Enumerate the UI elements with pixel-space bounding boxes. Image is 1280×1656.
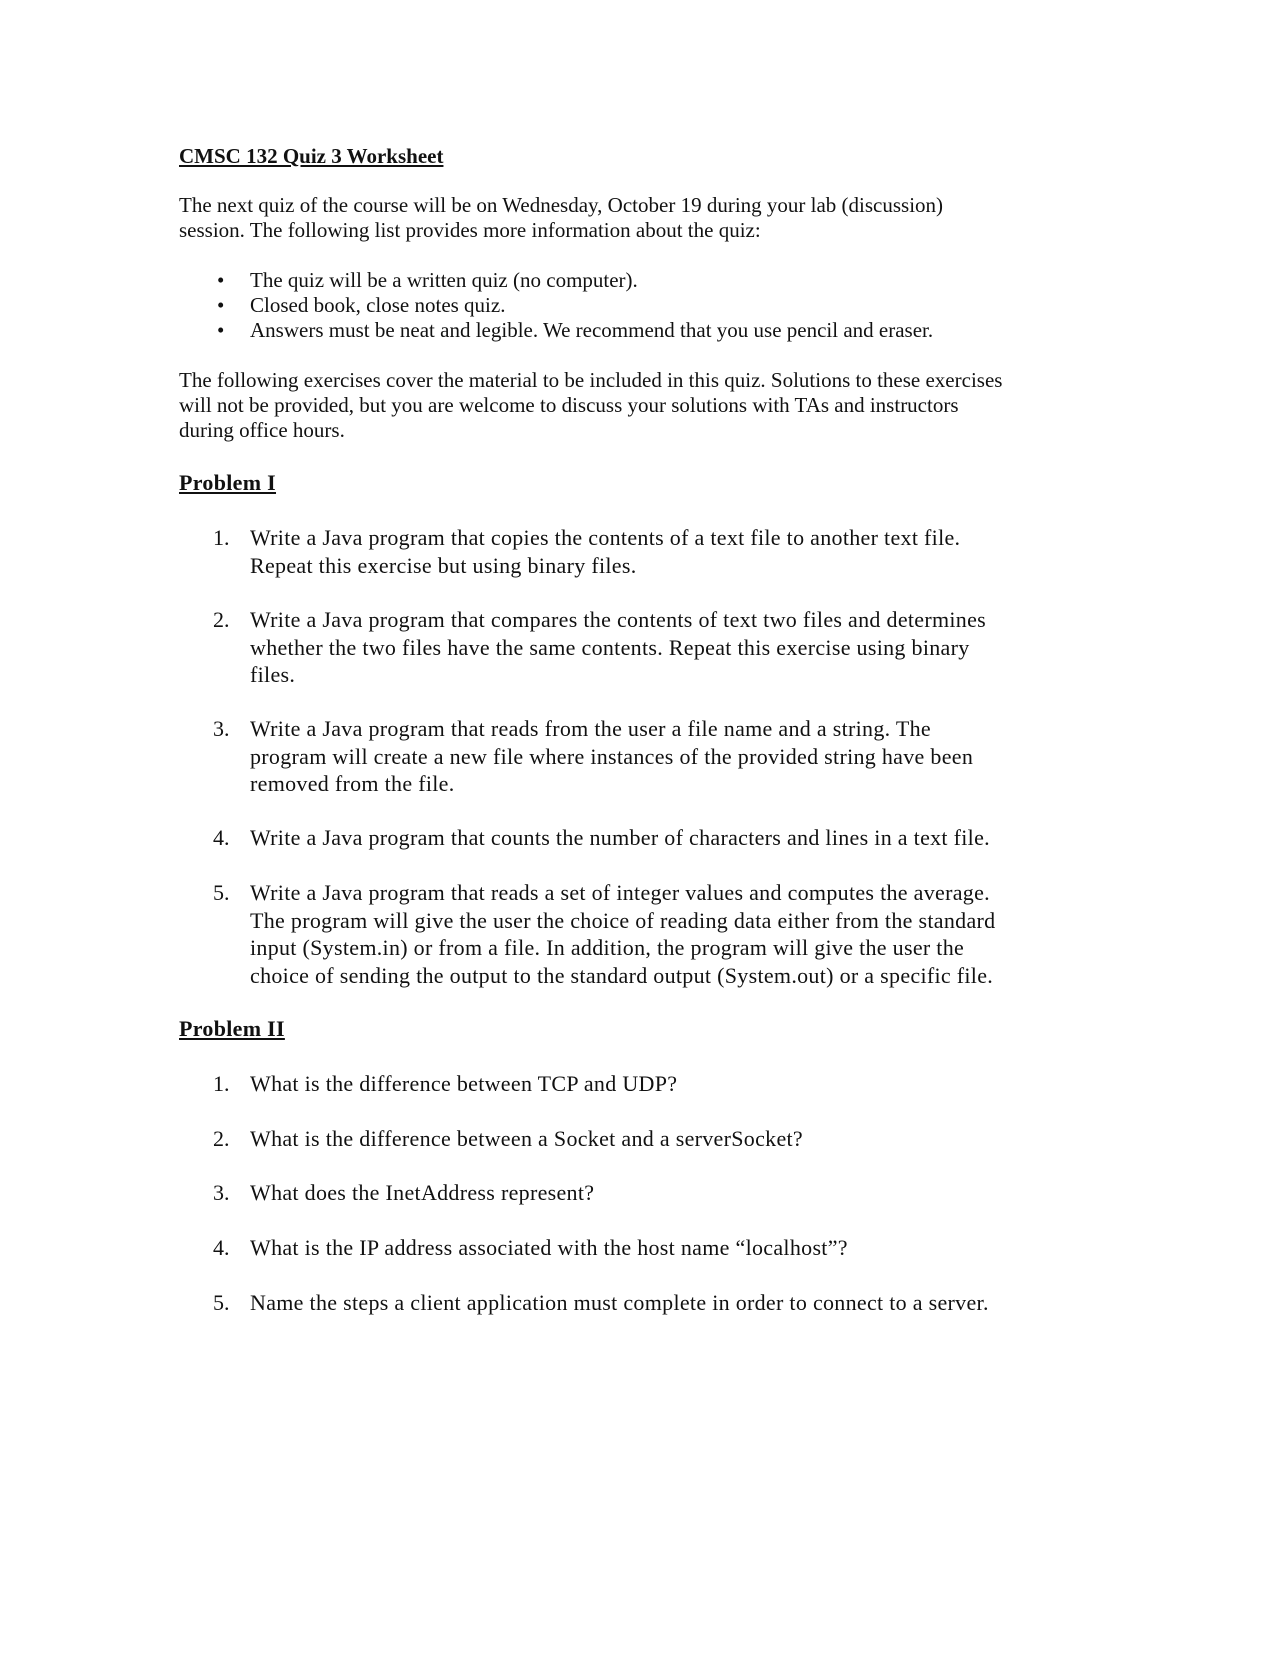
- item-number: 1.: [213, 525, 230, 550]
- item-number: 5.: [213, 1290, 230, 1315]
- item-number: 1.: [213, 1071, 230, 1096]
- bullet-icon: •: [217, 318, 225, 342]
- intro-paragraph: The next quiz of the course will be on Wednesday, October 19 during your lab (discussion) session. The following list provides more information about the quiz:: [179, 193, 944, 242]
- problem-1-heading: Problem I: [179, 470, 277, 495]
- item-number: 2.: [213, 607, 230, 632]
- item-number: 5.: [213, 880, 230, 905]
- problem-2-item: What does the InetAddress represent?: [250, 1180, 595, 1205]
- problem-1-item: Write a Java program that reads a set of integer values and computes the average. The program will give the user the choice of reading data either from the standard input (System.in) or from a file. In addition, the program will give the user the choice of sending the output to the standard output (System.out) or a specific file.: [250, 880, 996, 988]
- bullet-icon: •: [217, 293, 225, 317]
- problem-1-item: Write a Java program that reads from the user a file name and a string. The program will create a new file where instances of the provided string have been removed from the file.: [250, 716, 974, 796]
- bullet-item: The quiz will be a written quiz (no computer).: [250, 268, 638, 292]
- item-number: 2.: [213, 1126, 230, 1151]
- problem-2-item: Name the steps a client application must complete in order to connect to a server.: [250, 1290, 989, 1315]
- bullet-item: Closed book, close notes quiz.: [250, 293, 506, 317]
- item-number: 4.: [213, 825, 230, 850]
- problem-2-item: What is the IP address associated with the host name “localhost”?: [250, 1235, 848, 1260]
- item-number: 3.: [213, 1180, 230, 1205]
- problem-1-item: Write a Java program that compares the contents of text two files and determines whether the two files have the same contents. Repeat this exercise using binary files.: [250, 607, 987, 687]
- problem-1-item: Write a Java program that copies the contents of a text file to another text file. Repeat this exercise but using binary files.: [250, 525, 961, 578]
- bullet-item: Answers must be neat and legible. We recommend that you use pencil and eraser.: [250, 318, 934, 342]
- problem-2-item: What is the difference between TCP and UDP?: [250, 1071, 678, 1096]
- problem-2-item: What is the difference between a Socket and a serverSocket?: [250, 1126, 803, 1151]
- item-number: 4.: [213, 1235, 230, 1260]
- item-number: 3.: [213, 716, 230, 741]
- problem-1-item: Write a Java program that counts the number of characters and lines in a text file.: [250, 825, 990, 850]
- exercises-note: The following exercises cover the material to be included in this quiz. Solutions to these exercises will not be provided, but you are welcome to discuss your solutions with TAs and instructors during office hours.: [179, 368, 1003, 442]
- problem-2-heading: Problem II: [179, 1016, 285, 1041]
- bullet-icon: •: [217, 268, 225, 292]
- page-title: CMSC 132 Quiz 3 Worksheet: [179, 144, 444, 168]
